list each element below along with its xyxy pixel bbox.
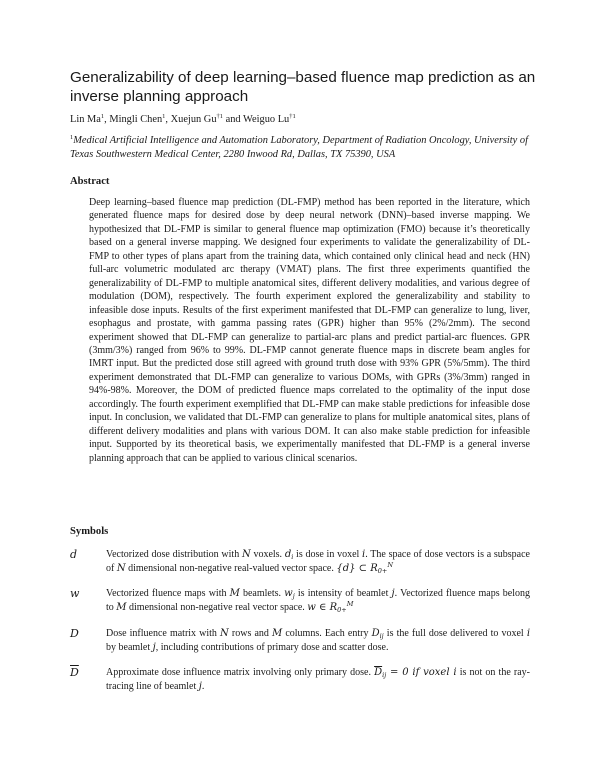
affiliation-mark: 1 bbox=[70, 134, 74, 141]
math-var: i bbox=[362, 549, 366, 560]
symbols-heading: Symbols bbox=[70, 526, 109, 537]
math-var: j bbox=[198, 681, 202, 692]
author-name: Mingli Chen bbox=[109, 114, 163, 125]
text-run: Vectorized fluence maps with bbox=[106, 588, 230, 599]
symbol-description bbox=[106, 587, 530, 615]
symbol-description bbox=[106, 627, 530, 655]
symbol-description bbox=[106, 666, 530, 694]
math-expr bbox=[372, 628, 384, 639]
paper-title: Generalizability of deep learning–based fluence map prediction as an inverse planning approach bbox=[70, 69, 536, 105]
math-var: i bbox=[526, 628, 531, 639]
text-run: Dose influence matrix with bbox=[106, 628, 221, 639]
math-subscript: 0+ bbox=[337, 606, 347, 614]
math-var: j bbox=[152, 642, 156, 653]
math-var: N bbox=[220, 628, 229, 639]
text-run: Vectorized dose distribution with bbox=[106, 549, 242, 560]
symbol-description bbox=[106, 548, 530, 576]
math-var: N bbox=[116, 563, 126, 574]
text-run: rows and bbox=[228, 628, 272, 639]
affiliation-text: Medical Artificial Intelligence and Automation Laboratory, Department of Radiation Oncology, University of Texas Southwestern Medical Center, 2280 Inwood Rd, Dallas, TX 75390, USA bbox=[70, 135, 528, 160]
text-run: dimensional non-negative real vector space. bbox=[126, 602, 308, 613]
math-expr bbox=[336, 563, 393, 574]
abstract-heading: Abstract bbox=[70, 176, 110, 187]
text-run: . bbox=[201, 681, 205, 692]
text-run: is the full dose delivered to voxel bbox=[383, 628, 527, 639]
text-run: Approximate dose influence matrix involving only primary dose. bbox=[106, 667, 375, 678]
math-var: i bbox=[453, 667, 457, 678]
math-expr bbox=[284, 588, 295, 599]
symbol-mark: D bbox=[70, 627, 79, 640]
author-affiliation-mark: 1 bbox=[100, 113, 105, 120]
math-var: M bbox=[229, 588, 240, 599]
author-affiliation-mark: †1 bbox=[216, 113, 224, 120]
math-var: N bbox=[241, 549, 251, 560]
text-run: , including contributions of primary dose and scatter dose. bbox=[155, 642, 389, 653]
math-expr bbox=[374, 667, 386, 678]
abstract-text: Deep learning–based fluence map prediction (DL-FMP) method has been reported in the literature, which generated fluence maps for desired dose by deep neural network (DNN)–based inverse mapping. We hypothesized that DL-FMP is similar to general fluence map optimization (FMO) because it’s theoretically based on a general inverse mapping. We designed four experiments to validate the generalizability of DL-FMP to other types of plans apart from the training data, which contained only clinical head and neck (HN) full-arc volumetric modulated arc therapy (VMAT) plans. The first three experiments quantified the generalizability of DL-FMP to multiple anatomical sites, different delivery modalities, and various degree of modulation (DOM), respectively. The fourth experiment explored the generalizability and stability to infeasible dose inputs. Results of the first experiment manifested that DL-FMP can generalize to lung, liver, esophagus and prostate, with gamma passing rates (GPR) higher than 95% (2%/2mm). The second experiment showed that DL-FMP can generalize to partial-arc plans and predict partial-arc fluences. GPR (3mm/3%) ranged from 96% to 99%. DL-FMP cannot generate fluence maps in discrete beam angles for IMRT input. But the predicted dose still agreed with ground truth dose with 93% GPR (5%/5mm). The third experiment demonstrated that DL-FMP can generalize to various DOMs, with GPRs (3%/3mm) ranged in 94%-98%. Moreover, the DOM of predicted fluence maps correlated to the optimality of the input dose accordingly. The fourth experiment exemplified that DL-FMP can make stable predictions for infeasible dose input. In conclusion, we validated that DL-FMP can generalize to plans for multiple anatomical sites, plans of different delivery modalities and plans with various DOM. It can also make stable prediction for infeasible input. Supported by its theoretical basis, we experimentally manifested that DL-FMP is a general inverse planning approach that can be applied to various clinical scenarios. bbox=[89, 197, 530, 464]
math-subscript: ij bbox=[379, 632, 384, 640]
math-var: M bbox=[271, 628, 283, 639]
text-run: is dose in voxel bbox=[293, 549, 363, 560]
text-run: . Vectorized fluence maps belong to bbox=[106, 588, 530, 613]
text-run: beamlets. bbox=[239, 588, 285, 599]
author-separator: , bbox=[104, 114, 110, 125]
math-subscript: j bbox=[292, 592, 295, 600]
math-var: d bbox=[284, 549, 292, 560]
math-expr: = 0 if voxel bbox=[386, 667, 454, 678]
math-var: D bbox=[371, 628, 380, 639]
math-subscript: 0+ bbox=[377, 567, 388, 575]
text-run: by beamlet bbox=[106, 642, 153, 653]
author-name: Weiguo Lu bbox=[243, 114, 290, 125]
author-list bbox=[70, 113, 540, 126]
author-name: Lin Ma bbox=[70, 114, 101, 125]
author-affiliation-mark: 1 bbox=[162, 113, 166, 120]
math-var: w bbox=[284, 588, 293, 599]
author-separator: , bbox=[165, 114, 171, 125]
math-var: j bbox=[391, 588, 395, 599]
text-run: is intensity of beamlet bbox=[294, 588, 392, 599]
text-run: dimensional non-negative real-valued vector space. bbox=[125, 563, 337, 574]
math-var: $\overline{D}$ bbox=[374, 667, 383, 678]
math-superscript: N bbox=[387, 561, 394, 569]
math-superscript: M bbox=[346, 600, 354, 608]
math-set: {d} ⊂ R bbox=[336, 563, 378, 574]
text-run: voxels. bbox=[250, 549, 285, 560]
math-subscript: ij bbox=[382, 671, 387, 679]
text-run: columns. Each entry bbox=[282, 628, 372, 639]
math-var: M bbox=[116, 602, 127, 613]
author-separator: and bbox=[223, 114, 244, 125]
symbol-mark: $\overline{D}$ bbox=[70, 666, 79, 679]
text-run: is not on the ray-tracing line of beamlet bbox=[106, 667, 530, 692]
math-subscript: i bbox=[291, 553, 294, 561]
math-set: w ∈ R bbox=[307, 602, 338, 613]
math-expr bbox=[307, 602, 353, 613]
author-affiliation-mark: †1 bbox=[289, 113, 296, 120]
symbol-mark: d bbox=[70, 548, 78, 561]
affiliation bbox=[70, 134, 540, 162]
text-run: . The space of dose vectors is a subspace of bbox=[106, 549, 530, 574]
author-name: Xuejun Gu bbox=[170, 114, 217, 125]
symbol-mark: w bbox=[70, 587, 80, 600]
